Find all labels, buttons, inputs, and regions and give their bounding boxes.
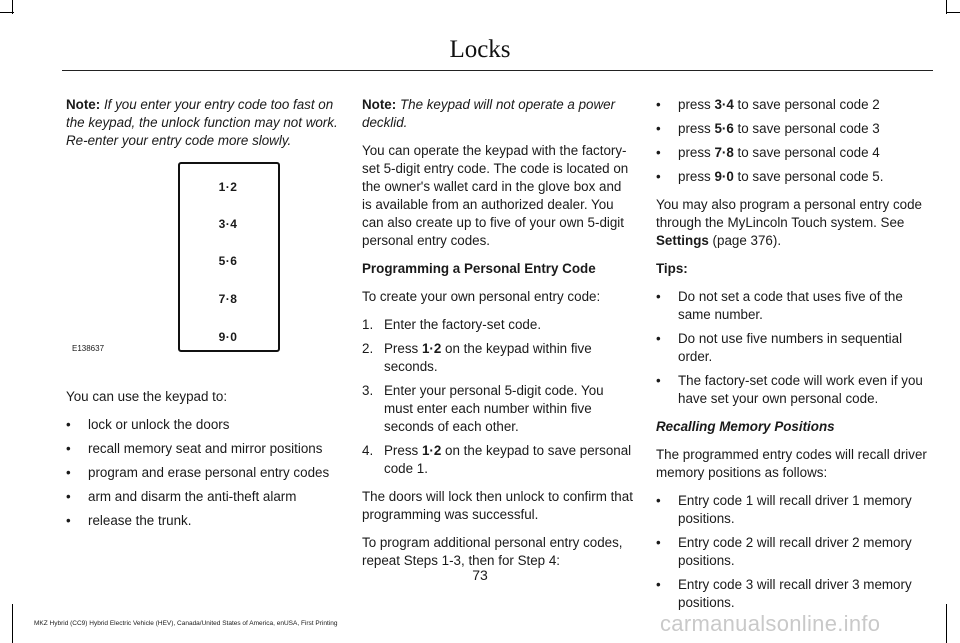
list-item (656, 168, 928, 186)
step-text: Press (384, 443, 422, 458)
bullet-icon: • (656, 493, 661, 508)
paragraph: The doors will lock then unlock to confirm that programming was successful. (362, 489, 633, 522)
section-heading: Recalling Memory Positions (656, 419, 835, 434)
note-paragraph (66, 96, 338, 150)
column-2 (362, 96, 634, 580)
list-item-text: Do not set a code that uses five of the same number. (678, 289, 903, 322)
list-item-text: press (678, 97, 715, 112)
list-item-text: to save personal code 2 (733, 97, 880, 112)
section-heading: Programming a Personal Entry Code (362, 261, 596, 276)
paragraph-text: (page 376). (708, 233, 782, 248)
step-text: Enter the factory-set code. (384, 317, 542, 332)
steps-list (362, 316, 634, 478)
step-text: Press (384, 341, 422, 356)
keypad-figure (66, 162, 338, 362)
key-code: 1·2 (421, 443, 442, 458)
list-item-text: to save personal code 3 (733, 121, 880, 136)
list-item (656, 492, 928, 528)
paragraph: To create your own personal entry code: (362, 289, 601, 304)
list-item (66, 488, 338, 506)
key-code: 7·8 (714, 145, 734, 160)
list-item-text: arm and disarm the anti-theft alarm (88, 489, 297, 504)
bullet-icon: • (656, 373, 661, 388)
step-number: 3. (362, 383, 374, 398)
page-number: 73 (472, 567, 488, 583)
paragraph-text: You may also program a personal entry code through the MyLincoln Touch system. See (656, 197, 922, 230)
step-number: 2. (362, 341, 374, 356)
keypad-key: 3·4 (218, 217, 238, 231)
key-code: 9·0 (714, 169, 734, 184)
header-divider (62, 70, 933, 71)
bullet-icon: • (656, 121, 661, 136)
page-title: Locks (449, 36, 511, 63)
list-item (362, 316, 634, 334)
step-text: on the keypad to save personal code 1. (384, 443, 632, 476)
keypad-key: 5·6 (218, 254, 238, 268)
list-item-text: Entry code 3 will recall driver 3 memory positions. (678, 577, 912, 610)
tips-list (656, 288, 928, 408)
keypad-illustration (178, 162, 280, 352)
bullet-icon: • (656, 331, 661, 346)
note-label: Note: (362, 97, 397, 112)
column-3 (656, 96, 928, 622)
recall-list (656, 492, 928, 612)
bullet-icon: • (66, 465, 71, 480)
crop-mark (0, 12, 14, 13)
key-code: 5·6 (714, 121, 734, 136)
list-item (362, 340, 634, 376)
list-item (362, 382, 634, 436)
list-item-text: press (678, 145, 715, 160)
list-item (656, 372, 928, 408)
bullet-icon: • (656, 535, 661, 550)
bullet-icon: • (66, 417, 71, 432)
list-item-text: press (678, 121, 715, 136)
note-label: Note: (66, 97, 101, 112)
note-paragraph (362, 96, 634, 132)
bullet-icon: • (656, 577, 661, 592)
bullet-icon: • (656, 289, 661, 304)
list-item-text: to save personal code 4 (733, 145, 880, 160)
key-code: 1·2 (421, 341, 442, 356)
step-text: Enter your personal 5-digit code. You must enter each number within five seconds of each other. (384, 383, 604, 434)
note-text: The keypad will not operate a power decklid. (362, 97, 616, 130)
list-item (362, 442, 634, 478)
note-text: If you enter your entry code too fast on the keypad, the unlock function may not work. Re-enter your entry code more slowly. (66, 97, 338, 148)
list-item-text: Entry code 1 will recall driver 1 memory positions. (678, 493, 912, 526)
step-number: 1. (362, 317, 374, 332)
list-item-text: press (678, 169, 715, 184)
list-item (656, 96, 928, 114)
bullet-icon: • (66, 441, 71, 456)
bullet-icon: • (656, 145, 661, 160)
column-1 (66, 96, 338, 540)
keypad-intro: You can use the keypad to: (66, 389, 228, 404)
list-item-text: Entry code 2 will recall driver 2 memory positions. (678, 535, 912, 568)
keypad-uses-list (66, 416, 338, 530)
list-item-text: Do not use five numbers in sequential order. (678, 331, 903, 364)
list-item (656, 534, 928, 570)
list-item (656, 330, 928, 366)
list-item-text: to save personal code 5. (733, 169, 884, 184)
list-item (656, 144, 928, 162)
step-number: 4. (362, 443, 374, 458)
bullet-icon: • (656, 97, 661, 112)
figure-id: E138637 (72, 344, 105, 353)
list-item-text: release the trunk. (88, 513, 192, 528)
bullet-icon: • (656, 169, 661, 184)
bullet-icon: • (66, 513, 71, 528)
settings-link[interactable]: Settings (656, 233, 709, 248)
list-item-text: lock or unlock the doors (88, 417, 230, 432)
list-item (66, 512, 338, 530)
crop-mark (946, 604, 947, 643)
tips-label: Tips: (656, 261, 688, 276)
paragraph: To program additional personal entry codes, repeat Steps 1-3, then for Step 4: (362, 535, 623, 568)
list-item (656, 288, 928, 324)
paragraph (656, 196, 928, 250)
keypad-key: 9·0 (218, 330, 238, 344)
key-code: 3·4 (714, 97, 734, 112)
press-codes-list (656, 96, 928, 186)
list-item (66, 440, 338, 458)
crop-mark (12, 604, 13, 643)
list-item (656, 120, 928, 138)
list-item (66, 416, 338, 434)
list-item-text: program and erase personal entry codes (88, 465, 330, 480)
bullet-icon: • (66, 489, 71, 504)
footer-text: MKZ Hybrid (CC9) Hybrid Electric Vehicle (HEV), Canada/United States of America, enUSA, First Printing (34, 620, 338, 627)
step-text: on the keypad within five seconds. (384, 341, 592, 374)
list-item-text: The factory-set code will work even if you have set your own personal code. (678, 373, 923, 406)
watermark: carmanualsonline.info (660, 611, 881, 636)
paragraph: You can operate the keypad with the factory-set 5-digit entry code. The code is located on the owner's wallet card in the glove box and is available from an authorized dealer. You can also create up to five of your own 5-digit personal entry codes. (362, 143, 629, 248)
list-item-text: recall memory seat and mirror positions (88, 441, 323, 456)
paragraph: The programmed entry codes will recall driver memory positions as follows: (656, 447, 927, 480)
list-item (66, 464, 338, 482)
crop-mark (946, 12, 960, 13)
keypad-key: 1·2 (218, 180, 238, 194)
keypad-key: 7·8 (218, 292, 238, 306)
